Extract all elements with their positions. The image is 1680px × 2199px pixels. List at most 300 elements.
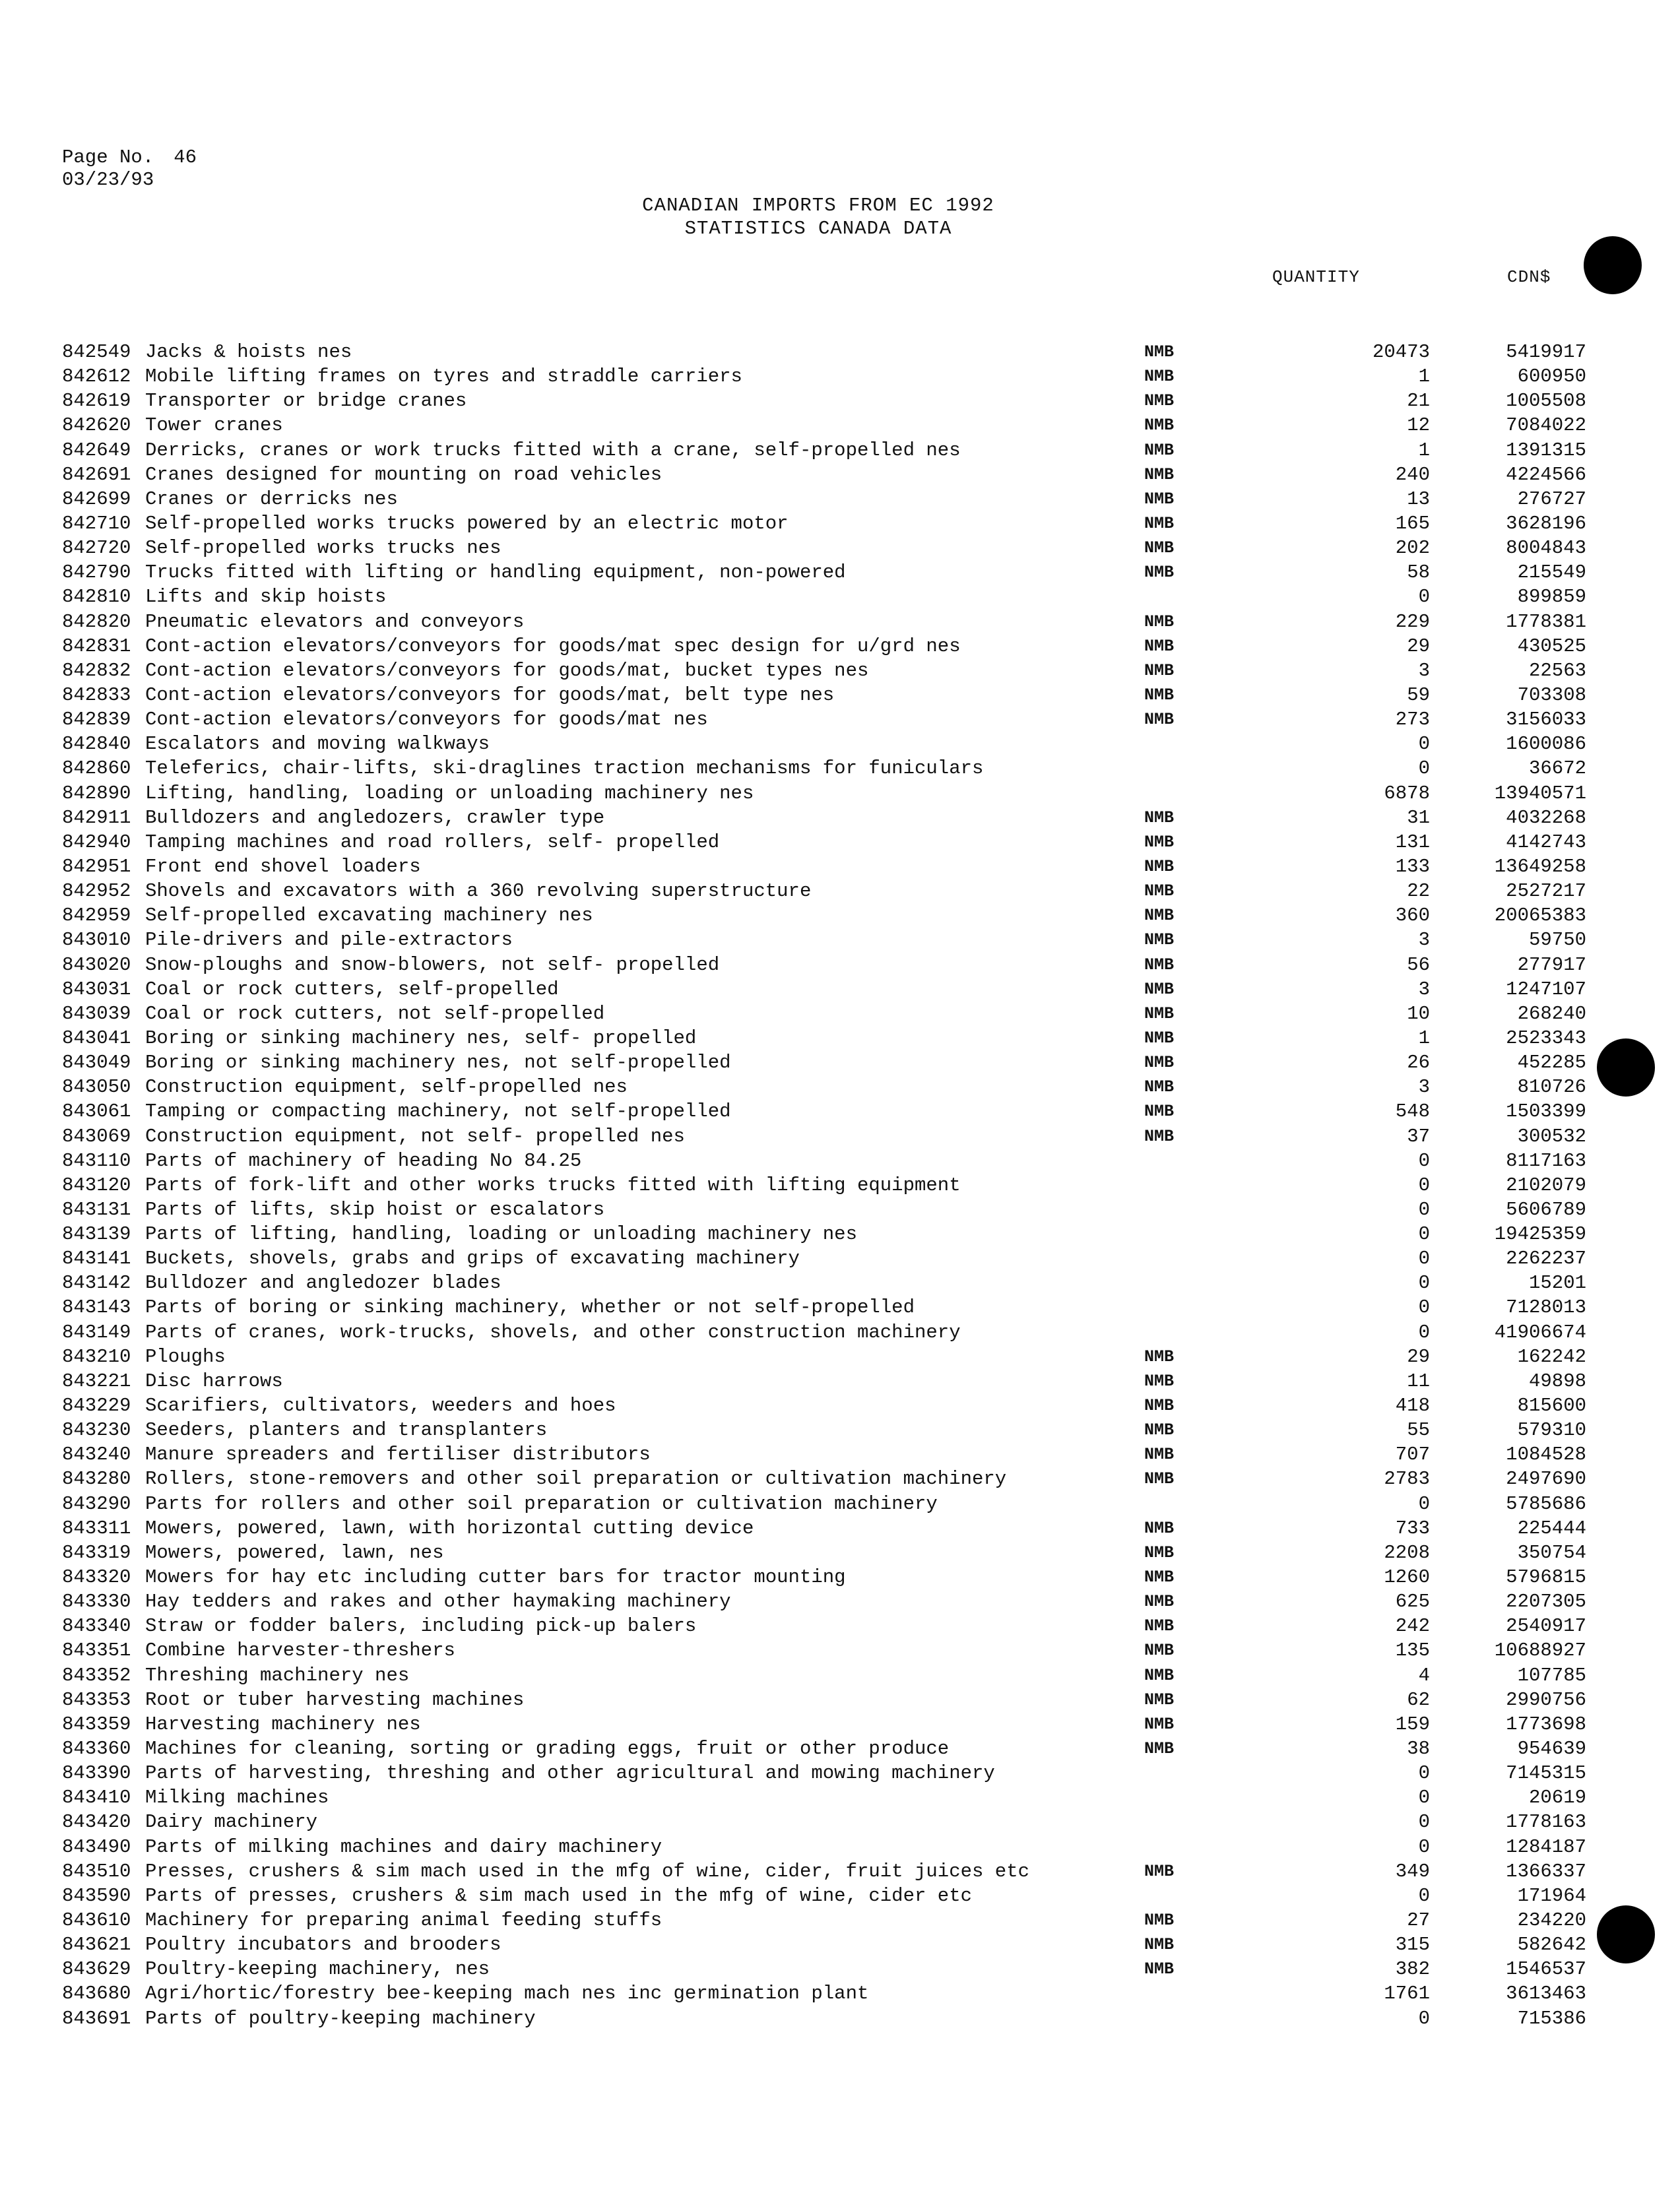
commodity-description: Parts of fork-lift and other works trucks fitted with lifting equipment <box>145 1174 961 1196</box>
commodity-description: Root or tuber harvesting machines <box>145 1688 525 1711</box>
commodity-description: Cont-action elevators/conveyors for goods/mat, belt type nes <box>145 684 835 706</box>
commodity-code: 842619 <box>62 390 131 412</box>
unit-of-measure: NMB <box>1144 1665 1175 1685</box>
cdn-dollar-value: 234220 <box>1517 1909 1586 1931</box>
commodity-code: 843221 <box>62 1370 131 1392</box>
table-row <box>62 1442 1586 1467</box>
commodity-description: Presses, crushers & sim mach used in the mfg of wine, cider, fruit juices etc <box>145 1860 1030 1882</box>
unit-of-measure: NMB <box>1144 1960 1175 1979</box>
table-row <box>62 1295 1586 1320</box>
quantity-value: 31 <box>1407 806 1430 829</box>
commodity-description: Parts of cranes, work-trucks, shovels, and other construction machinery <box>145 1321 961 1343</box>
unit-of-measure: NMB <box>1144 342 1175 362</box>
commodity-description: Machines for cleaning, sorting or grading eggs, fruit or other produce <box>145 1738 950 1760</box>
table-row <box>62 389 1586 413</box>
commodity-code: 843621 <box>62 1934 131 1956</box>
unit-of-measure: NMB <box>1144 1126 1175 1146</box>
unit-of-measure: NMB <box>1144 1714 1175 1734</box>
table-row <box>62 1737 1586 1761</box>
quantity-value: 29 <box>1407 1345 1430 1368</box>
table-row <box>62 1957 1586 1981</box>
unit-of-measure: NMB <box>1144 832 1175 852</box>
commodity-description: Parts for rollers and other soil preparation or cultivation machinery <box>145 1492 938 1515</box>
unit-of-measure: NMB <box>1144 1469 1175 1489</box>
unit-of-measure: NMB <box>1144 1861 1175 1881</box>
commodity-description: Self-propelled works trucks powered by an electric motor <box>145 512 789 534</box>
cdn-dollar-value: 703308 <box>1517 684 1586 706</box>
unit-of-measure: NMB <box>1144 1543 1175 1562</box>
cdn-dollar-value: 2990756 <box>1506 1688 1586 1711</box>
table-row <box>62 756 1586 781</box>
unit-of-measure: NMB <box>1144 1739 1175 1759</box>
quantity-value: 0 <box>1418 1762 1430 1785</box>
table-row <box>62 903 1586 928</box>
cdn-dollar-value: 810726 <box>1517 1076 1586 1099</box>
unit-of-measure: NMB <box>1144 906 1175 926</box>
cdn-dollar-value: 22563 <box>1528 659 1586 682</box>
commodity-code: 843320 <box>62 1566 131 1589</box>
quantity-value: 4 <box>1418 1664 1430 1686</box>
cdn-dollar-value: 4224566 <box>1506 463 1586 486</box>
cdn-dollar-value: 7128013 <box>1506 1296 1586 1319</box>
commodity-description: Coal or rock cutters, not self-propelled <box>145 1002 605 1025</box>
commodity-code: 843050 <box>62 1076 131 1099</box>
cdn-dollar-value: 19425359 <box>1494 1223 1586 1246</box>
column-header-quantity: QUANTITY <box>1272 267 1360 287</box>
commodity-code: 843049 <box>62 1052 131 1074</box>
unit-of-measure: NMB <box>1144 955 1175 974</box>
unit-of-measure: NMB <box>1144 636 1175 656</box>
commodity-code: 843311 <box>62 1517 131 1539</box>
quantity-value: 229 <box>1395 610 1430 633</box>
commodity-code: 842810 <box>62 586 131 608</box>
cdn-dollar-value: 20619 <box>1528 1787 1586 1809</box>
cdn-dollar-value: 1247107 <box>1506 978 1586 1000</box>
cdn-dollar-value: 815600 <box>1517 1395 1586 1417</box>
commodity-code: 842612 <box>62 366 131 388</box>
table-row <box>62 732 1586 756</box>
table-row <box>62 1785 1586 1810</box>
commodity-code: 843149 <box>62 1321 131 1343</box>
commodity-code: 843680 <box>62 1983 131 2005</box>
unit-of-measure: NMB <box>1144 513 1175 533</box>
unit-of-measure: NMB <box>1144 1911 1175 1930</box>
unit-of-measure: NMB <box>1144 563 1175 583</box>
quantity-value: 0 <box>1418 1198 1430 1221</box>
table-row <box>62 1761 1586 1785</box>
table-row <box>62 610 1586 634</box>
cdn-dollar-value: 600950 <box>1517 366 1586 388</box>
commodity-code: 842890 <box>62 782 131 804</box>
table-row <box>62 1271 1586 1295</box>
table-row <box>62 1981 1586 2006</box>
cdn-dollar-value: 1005508 <box>1506 390 1586 412</box>
commodity-code: 842720 <box>62 537 131 559</box>
unit-of-measure: NMB <box>1144 881 1175 901</box>
table-row <box>62 1688 1586 1712</box>
cdn-dollar-value: 10688927 <box>1494 1640 1586 1662</box>
cdn-dollar-value: 1366337 <box>1506 1860 1586 1882</box>
commodity-code: 843319 <box>62 1541 131 1564</box>
commodity-code: 842790 <box>62 561 131 584</box>
table-row <box>62 707 1586 732</box>
page-number: 46 <box>174 146 197 168</box>
cdn-dollar-value: 2262237 <box>1506 1248 1586 1270</box>
unit-of-measure: NMB <box>1144 464 1175 484</box>
commodity-code: 842699 <box>62 488 131 510</box>
cdn-dollar-value: 715386 <box>1517 2007 1586 2029</box>
cdn-dollar-value: 59750 <box>1528 929 1586 951</box>
quantity-value: 0 <box>1418 1321 1430 1343</box>
commodity-description: Front end shovel loaders <box>145 855 421 877</box>
commodity-description: Tamping machines and road rollers, self- propelled <box>145 831 720 853</box>
table-row <box>62 1908 1586 1932</box>
quantity-value: 29 <box>1407 635 1430 657</box>
commodity-description: Parts of boring or sinking machinery, whether or not self-propelled <box>145 1296 915 1319</box>
page-label: Page No. <box>62 146 154 168</box>
commodity-code: 842959 <box>62 905 131 927</box>
cdn-dollar-value: 1503399 <box>1506 1100 1586 1123</box>
quantity-value: 0 <box>1418 733 1430 755</box>
cdn-dollar-value: 1778381 <box>1506 610 1586 633</box>
table-row <box>62 413 1586 437</box>
cdn-dollar-value: 2102079 <box>1506 1174 1586 1196</box>
quantity-value: 0 <box>1418 1492 1430 1515</box>
commodity-description: Boring or sinking machinery nes, self- propelled <box>145 1027 697 1049</box>
report-subtitle: STATISTICS CANADA DATA <box>684 218 952 239</box>
quantity-value: 733 <box>1395 1517 1430 1539</box>
unit-of-measure: NMB <box>1144 367 1175 387</box>
table-row <box>62 1516 1586 1541</box>
table-row <box>62 1492 1586 1516</box>
commodity-code: 843359 <box>62 1713 131 1735</box>
commodity-description: Combine harvester-threshers <box>145 1640 455 1662</box>
cdn-dollar-value: 41906674 <box>1494 1321 1586 1343</box>
cdn-dollar-value: 171964 <box>1517 1884 1586 1907</box>
cdn-dollar-value: 20065383 <box>1494 905 1586 927</box>
quantity-value: 22 <box>1407 880 1430 903</box>
commodity-code: 843229 <box>62 1395 131 1417</box>
unit-of-measure: NMB <box>1144 710 1175 730</box>
table-row <box>62 585 1586 609</box>
imports-table <box>62 340 1586 2031</box>
commodity-description: Poultry incubators and brooders <box>145 1934 501 1956</box>
commodity-description: Tower cranes <box>145 414 283 437</box>
cdn-dollar-value: 225444 <box>1517 1517 1586 1539</box>
punch-hole-icon <box>1597 1905 1655 1963</box>
unit-of-measure: NMB <box>1144 1616 1175 1636</box>
commodity-code: 842691 <box>62 463 131 486</box>
quantity-value: 707 <box>1395 1444 1430 1466</box>
commodity-description: Cont-action elevators/conveyors for goods/mat nes <box>145 709 708 731</box>
quantity-value: 1 <box>1418 1027 1430 1049</box>
table-row <box>62 1345 1586 1369</box>
commodity-description: Coal or rock cutters, self-propelled <box>145 978 559 1000</box>
cdn-dollar-value: 2527217 <box>1506 880 1586 903</box>
commodity-code: 843629 <box>62 1958 131 1981</box>
cdn-dollar-value: 7084022 <box>1506 414 1586 437</box>
unit-of-measure: NMB <box>1144 440 1175 460</box>
cdn-dollar-value: 1773698 <box>1506 1713 1586 1735</box>
quantity-value: 38 <box>1407 1738 1430 1760</box>
commodity-code: 843141 <box>62 1248 131 1270</box>
column-header-value: CDN$ <box>1507 267 1551 287</box>
cdn-dollar-value: 5785686 <box>1506 1492 1586 1515</box>
commodity-code: 843351 <box>62 1640 131 1662</box>
commodity-code: 842649 <box>62 439 131 461</box>
quantity-value: 0 <box>1418 757 1430 780</box>
commodity-code: 842840 <box>62 733 131 755</box>
commodity-description: Jacks & hoists nes <box>145 341 352 363</box>
commodity-description: Mobile lifting frames on tyres and straddle carriers <box>145 366 742 388</box>
commodity-code: 843510 <box>62 1860 131 1882</box>
commodity-description: Lifts and skip hoists <box>145 586 387 608</box>
commodity-code: 842620 <box>62 414 131 437</box>
unit-of-measure: NMB <box>1144 1077 1175 1097</box>
quantity-value: 2783 <box>1384 1468 1430 1490</box>
commodity-description: Straw or fodder balers, including pick-up balers <box>145 1615 697 1638</box>
table-row <box>62 1050 1586 1075</box>
commodity-description: Bulldozers and angledozers, crawler type <box>145 806 605 829</box>
cdn-dollar-value: 8117163 <box>1506 1149 1586 1172</box>
commodity-description: Scarifiers, cultivators, weeders and hoes <box>145 1395 616 1417</box>
commodity-code: 843352 <box>62 1664 131 1686</box>
quantity-value: 56 <box>1407 953 1430 976</box>
commodity-code: 843590 <box>62 1884 131 1907</box>
commodity-code: 843139 <box>62 1223 131 1246</box>
commodity-description: Hay tedders and rakes and other haymaking machinery <box>145 1591 731 1613</box>
cdn-dollar-value: 452285 <box>1517 1052 1586 1074</box>
commodity-code: 843039 <box>62 1002 131 1025</box>
cdn-dollar-value: 579310 <box>1517 1419 1586 1442</box>
quantity-value: 0 <box>1418 1149 1430 1172</box>
commodity-description: Mowers, powered, lawn, nes <box>145 1541 444 1564</box>
quantity-value: 26 <box>1407 1052 1430 1074</box>
commodity-description: Pneumatic elevators and conveyors <box>145 610 525 633</box>
table-row <box>62 634 1586 658</box>
commodity-code: 842833 <box>62 684 131 706</box>
commodity-description: Cranes designed for mounting on road vehicles <box>145 463 662 486</box>
commodity-description: Rollers, stone-removers and other soil preparation or cultivation machinery <box>145 1468 1007 1490</box>
commodity-code: 842940 <box>62 831 131 853</box>
commodity-description: Threshing machinery nes <box>145 1664 410 1686</box>
quantity-value: 3 <box>1418 659 1430 682</box>
commodity-code: 843290 <box>62 1492 131 1515</box>
quantity-value: 0 <box>1418 1272 1430 1294</box>
quantity-value: 20473 <box>1372 341 1430 363</box>
table-row <box>62 1884 1586 1908</box>
table-row <box>62 1099 1586 1124</box>
unit-of-measure: NMB <box>1144 1028 1175 1048</box>
punch-hole-icon <box>1584 236 1642 294</box>
quantity-value: 6878 <box>1384 782 1430 804</box>
table-row <box>62 340 1586 364</box>
commodity-code: 843142 <box>62 1272 131 1294</box>
unit-of-measure: NMB <box>1144 1371 1175 1391</box>
commodity-description: Parts of poultry-keeping machinery <box>145 2007 536 2029</box>
quantity-value: 13 <box>1407 488 1430 510</box>
quantity-value: 242 <box>1395 1615 1430 1638</box>
unit-of-measure: NMB <box>1144 1690 1175 1709</box>
quantity-value: 165 <box>1395 512 1430 534</box>
quantity-value: 0 <box>1418 2007 1430 2029</box>
commodity-code: 843041 <box>62 1027 131 1049</box>
quantity-value: 0 <box>1418 1811 1430 1833</box>
commodity-description: Construction equipment, not self- propelled nes <box>145 1125 685 1147</box>
table-row <box>62 1418 1586 1442</box>
quantity-value: 273 <box>1395 709 1430 731</box>
commodity-description: Buckets, shovels, grabs and grips of excavating machinery <box>145 1248 800 1270</box>
table-row <box>62 1638 1586 1663</box>
table-row <box>62 438 1586 462</box>
unit-of-measure: NMB <box>1144 1568 1175 1587</box>
cdn-dollar-value: 3613463 <box>1506 1983 1586 2005</box>
quantity-value: 11 <box>1407 1370 1430 1392</box>
cdn-dollar-value: 2497690 <box>1506 1468 1586 1490</box>
table-row <box>62 462 1586 487</box>
commodity-code: 843061 <box>62 1100 131 1123</box>
quantity-value: 135 <box>1395 1640 1430 1662</box>
quantity-value: 382 <box>1395 1958 1430 1981</box>
table-row <box>62 2006 1586 2031</box>
commodity-description: Cont-action elevators/conveyors for goods/mat spec design for u/grd nes <box>145 635 961 657</box>
commodity-description: Trucks fitted with lifting or handling equipment, non-powered <box>145 561 846 584</box>
commodity-description: Disc harrows <box>145 1370 283 1392</box>
cdn-dollar-value: 1391315 <box>1506 439 1586 461</box>
quantity-value: 3 <box>1418 978 1430 1000</box>
cdn-dollar-value: 4142743 <box>1506 831 1586 853</box>
commodity-code: 843240 <box>62 1444 131 1466</box>
quantity-value: 1761 <box>1384 1983 1430 2005</box>
commodity-description: Mowers, powered, lawn, with horizontal cutting device <box>145 1517 754 1539</box>
unit-of-measure: NMB <box>1144 1102 1175 1122</box>
quantity-value: 2208 <box>1384 1541 1430 1564</box>
cdn-dollar-value: 13649258 <box>1494 855 1586 877</box>
table-row <box>62 879 1586 903</box>
unit-of-measure: NMB <box>1144 979 1175 999</box>
commodity-description: Self-propelled excavating machinery nes <box>145 905 593 927</box>
quantity-value: 37 <box>1407 1125 1430 1147</box>
commodity-code: 842710 <box>62 512 131 534</box>
quantity-value: 21 <box>1407 390 1430 412</box>
quantity-value: 59 <box>1407 684 1430 706</box>
commodity-description: Bulldozer and angledozer blades <box>145 1272 501 1294</box>
table-row <box>62 928 1586 952</box>
quantity-value: 159 <box>1395 1713 1430 1735</box>
commodity-description: Lifting, handling, loading or unloading machinery nes <box>145 782 754 804</box>
cdn-dollar-value: 582642 <box>1517 1934 1586 1956</box>
commodity-code: 843330 <box>62 1591 131 1613</box>
cdn-dollar-value: 954639 <box>1517 1738 1586 1760</box>
commodity-code: 843410 <box>62 1787 131 1809</box>
commodity-code: 842549 <box>62 341 131 363</box>
commodity-code: 842860 <box>62 757 131 780</box>
commodity-code: 843353 <box>62 1688 131 1711</box>
report-date: 03/23/93 <box>62 169 154 191</box>
commodity-code: 842820 <box>62 610 131 633</box>
table-row <box>62 1467 1586 1491</box>
cdn-dollar-value: 13940571 <box>1494 782 1586 804</box>
unit-of-measure: NMB <box>1144 612 1175 631</box>
commodity-description: Parts of lifting, handling, loading or unloading machinery nes <box>145 1223 857 1246</box>
commodity-code: 843360 <box>62 1738 131 1760</box>
table-row <box>62 364 1586 389</box>
quantity-value: 0 <box>1418 1223 1430 1246</box>
quantity-value: 0 <box>1418 1248 1430 1270</box>
quantity-value: 0 <box>1418 1174 1430 1196</box>
quantity-value: 27 <box>1407 1909 1430 1931</box>
cdn-dollar-value: 7145315 <box>1506 1762 1586 1785</box>
unit-of-measure: NMB <box>1144 1347 1175 1366</box>
commodity-code: 842832 <box>62 659 131 682</box>
table-row <box>62 1026 1586 1050</box>
commodity-code: 843069 <box>62 1125 131 1147</box>
commodity-description: Mowers for hay etc including cutter bars for tractor mounting <box>145 1566 846 1589</box>
quantity-value: 349 <box>1395 1860 1430 1882</box>
quantity-value: 10 <box>1407 1002 1430 1025</box>
commodity-description: Machinery for preparing animal feeding stuffs <box>145 1909 662 1931</box>
table-row <box>62 1124 1586 1149</box>
report-title: CANADIAN IMPORTS FROM EC 1992 <box>642 195 994 216</box>
commodity-code: 843490 <box>62 1835 131 1858</box>
cdn-dollar-value: 300532 <box>1517 1125 1586 1147</box>
cdn-dollar-value: 5796815 <box>1506 1566 1586 1589</box>
quantity-value: 0 <box>1418 1296 1430 1319</box>
cdn-dollar-value: 4032268 <box>1506 806 1586 829</box>
unit-of-measure: NMB <box>1144 1445 1175 1465</box>
commodity-code: 843280 <box>62 1468 131 1490</box>
commodity-code: 843131 <box>62 1198 131 1221</box>
quantity-value: 133 <box>1395 855 1430 877</box>
unit-of-measure: NMB <box>1144 1420 1175 1440</box>
cdn-dollar-value: 350754 <box>1517 1541 1586 1564</box>
table-row <box>62 1712 1586 1737</box>
table-row <box>62 1393 1586 1418</box>
punch-hole-icon <box>1597 1038 1655 1097</box>
table-row <box>62 1197 1586 1222</box>
table-row <box>62 1369 1586 1393</box>
commodity-description: Shovels and excavators with a 360 revolving superstructure <box>145 880 812 903</box>
cdn-dollar-value: 1778163 <box>1506 1811 1586 1833</box>
commodity-code: 842951 <box>62 855 131 877</box>
commodity-description: Construction equipment, self-propelled nes <box>145 1076 628 1099</box>
quantity-value: 0 <box>1418 1787 1430 1809</box>
commodity-description: Derricks, cranes or work trucks fitted with a crane, self-propelled nes <box>145 439 961 461</box>
commodity-description: Manure spreaders and fertiliser distributors <box>145 1444 651 1466</box>
commodity-code: 843210 <box>62 1345 131 1368</box>
cdn-dollar-value: 268240 <box>1517 1002 1586 1025</box>
cdn-dollar-value: 49898 <box>1528 1370 1586 1392</box>
table-row <box>62 1589 1586 1614</box>
commodity-description: Parts of lifts, skip hoist or escalators <box>145 1198 605 1221</box>
cdn-dollar-value: 1600086 <box>1506 733 1586 755</box>
commodity-description: Teleferics, chair-lifts, ski-draglines traction mechanisms for funiculars <box>145 757 984 780</box>
table-row <box>62 1075 1586 1099</box>
unit-of-measure: NMB <box>1144 1396 1175 1416</box>
commodity-description: Parts of harvesting, threshing and other agricultural and mowing machinery <box>145 1762 995 1785</box>
table-row <box>62 1614 1586 1638</box>
commodity-description: Dairy machinery <box>145 1811 318 1833</box>
unit-of-measure: NMB <box>1144 1641 1175 1661</box>
table-row <box>62 781 1586 806</box>
quantity-value: 625 <box>1395 1591 1430 1613</box>
cdn-dollar-value: 215549 <box>1517 561 1586 584</box>
commodity-description: Seeders, planters and transplanters <box>145 1419 548 1442</box>
unit-of-measure: NMB <box>1144 391 1175 411</box>
table-row <box>62 977 1586 1002</box>
commodity-code: 843020 <box>62 953 131 976</box>
unit-of-measure: NMB <box>1144 1004 1175 1023</box>
